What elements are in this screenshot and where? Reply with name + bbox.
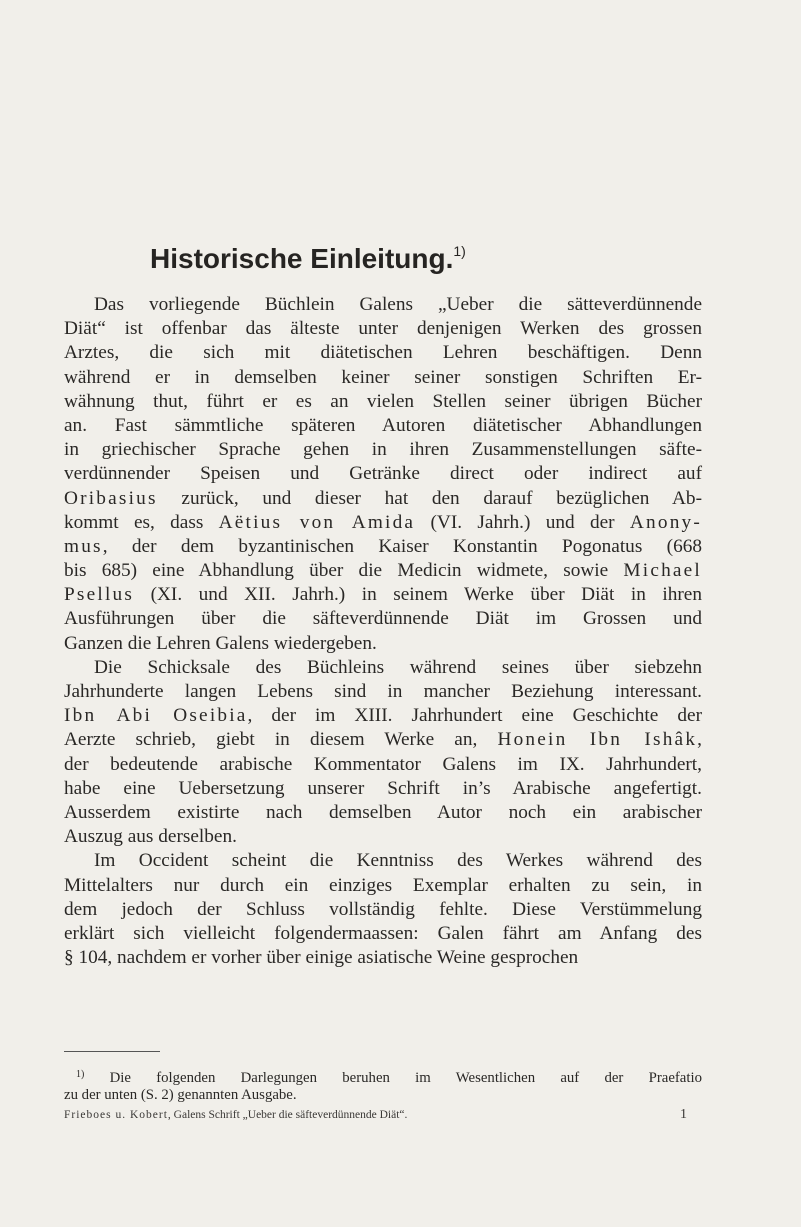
footnote-marker: 1) [76,1069,85,1080]
body-text [64,293,702,970]
spaced-name: Anony- [629,511,702,533]
text-line [64,535,702,559]
text-segment: Ausserdem existirte nach demselben Autor noch ein arabischer [64,801,702,823]
text-segment: der bedeutende arabische Kommentator Galens im IX. Jahrhundert, [64,753,702,775]
text-segment: Ausführungen über die säfteverdünnende Diät im Grossen und [64,608,702,630]
text-segment: Mittelalters nur durch ein einziges Exemplar erhalten zu sein, in [64,874,702,896]
text-line [64,390,702,414]
text-line [64,559,702,583]
signature-authors: Frieboes u. Kobert [64,1109,168,1121]
text-segment: kommt es, dass [64,511,219,533]
spaced-name: mus [64,535,103,557]
footnote-text: Die folgenden Darlegungen beruhen im Wesentlichen auf der Praefatio [109,1070,702,1086]
signature-line [64,1109,624,1121]
footnote-divider [64,1051,160,1052]
text-segment: Das vorliegende Büchlein Galens „Ueber die sätteverdünnende [94,294,702,315]
text-segment: Im Occident scheint die Kenntniss des Werkes während des [94,850,702,872]
text-line [64,656,702,680]
page-title [150,243,510,275]
text-line [64,438,702,462]
spaced-name: Psellus [64,584,135,606]
footnote-line [64,1085,702,1106]
text-segment: bis 685) eine Abhandlung über die Medicin widmete, sowie [64,560,624,582]
text-segment: , [697,729,702,751]
spaced-name: Michael [623,560,702,582]
text-segment: (VI. Jahrh.) und der [415,511,630,533]
text-line [64,487,702,511]
text-segment: Arztes, die sich mit diätetischen Lehren beschäftigen. Denn [64,342,702,364]
text-line [64,680,702,704]
text-segment: in griechischer Sprache gehen in ihren Zusammenstellungen säfte- [64,439,702,461]
footnote [64,1064,702,1106]
footnote-line [64,1064,702,1085]
sheet-number: 1 [680,1107,687,1122]
text-line [64,366,702,390]
text-segment: habe eine Uebersetzung unserer Schrift in’s Arabische angefertigt. [64,777,702,799]
text-segment: Diät“ ist offenbar das älteste unter denjenigen Werken des grossen [64,318,702,340]
text-line [64,414,702,438]
text-line [64,462,702,486]
text-line [64,317,702,341]
text-line [64,607,702,631]
text-segment: an. Fast sämmtliche späteren Autoren diätetischer Abhandlungen [64,414,702,436]
text-line [64,849,702,873]
text-segment: dem jedoch der Schluss vollständig fehlte. Diese Verstümmelung [64,898,702,920]
spaced-name: Ibn Abi Oseibia [64,705,248,727]
spaced-name: Aëtius von Amida [218,511,416,533]
text-line [64,898,702,922]
text-segment: (XI. und XII. Jahrh.) in seinem Werke über Diät in ihren [134,584,702,606]
text-segment: Jahrhunderte langen Lebens sind in mancher Beziehung interessant. [64,681,702,702]
footnote-text: zu der unten (S. 2) genannten Ausgabe. [64,1087,297,1103]
text-line [64,801,702,825]
text-line [64,922,702,946]
text-segment: zurück, und dieser hat den darauf bezüglichen Ab- [157,487,702,509]
text-line [64,825,702,849]
text-segment: , der im XIII. Jahrhundert eine Geschichte der [247,705,702,727]
text-line [64,946,702,970]
text-segment: verdünnender Speisen und Getränke direct oder indirect auf [64,463,702,485]
text-line [64,777,702,801]
title-footnote-marker: 1) [453,243,466,259]
text-line [64,874,702,898]
text-segment: Ganzen die Lehren Galens wiedergeben. [64,632,377,654]
spaced-name: Oribasius [64,487,158,509]
text-line [64,341,702,365]
text-segment: Aerzte schrieb, giebt in diesem Werke an, [64,729,498,751]
text-segment: Die Schicksale des Büchleins während seines über siebzehn [94,656,702,678]
text-segment: erklärt sich vielleicht folgendermaassen: Galen fährt am Anfang des [64,922,702,944]
title-text: Historische Einleitung. [150,243,454,274]
text-segment: während er in demselben keiner seiner sonstigen Schriften Er- [64,366,702,388]
text-line [64,293,702,317]
text-line [64,632,702,656]
text-line [64,511,702,535]
signature-title: , Galens Schrift „Ueber die säfteverdünnende Diät“. [167,1109,408,1121]
text-line [64,583,702,607]
text-segment: , der dem byzantinischen Kaiser Konstantin Pogonatus (668 [102,535,702,557]
spaced-name: Honein Ibn Ishâk [497,729,698,751]
text-line [64,753,702,777]
text-line [64,728,702,752]
text-segment: wähnung thut, führt er es an vielen Stellen seiner übrigen Bücher [64,390,702,412]
text-line [64,704,702,728]
text-segment: § 104, nachdem er vorher über einige asiatische Weine gesprochen [64,947,579,969]
text-segment: Auszug aus derselben. [64,826,237,848]
